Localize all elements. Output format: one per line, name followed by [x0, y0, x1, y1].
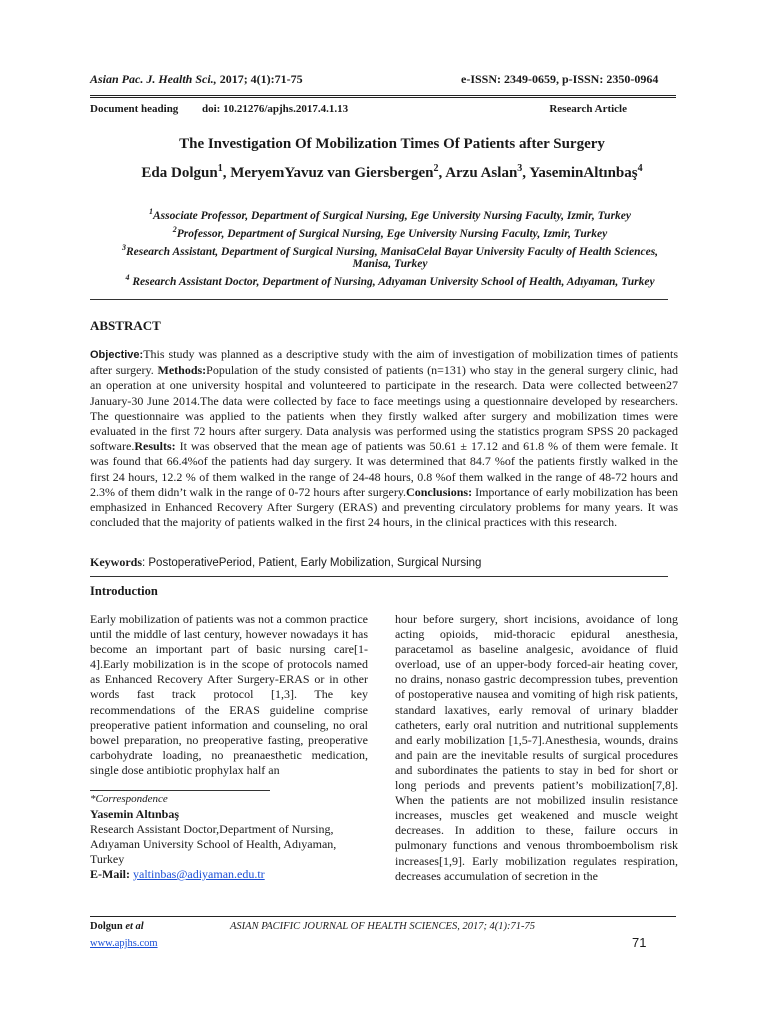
correspondence-footnote: *Correspondence Yasemin Altınbaş Research Assistant Doctor,Department of Nursing, Adıyaman University School of Health, Adıyaman, Turkey E-Mail: yaltinbas@adiyaman.edu.tr [90, 792, 370, 882]
affiliations [105, 205, 675, 289]
author: Eda Dolgun [141, 165, 218, 181]
author: MeryemYavuz van Giersbergen [230, 165, 434, 181]
header-rule-2 [90, 97, 676, 98]
issn: e-ISSN: 2349-0659, p-ISSN: 2350-0964 [461, 72, 659, 86]
correspondence-label: *Correspondence [90, 793, 168, 805]
keywords: Keywords: PostoperativePeriod, Patient, Early Mobilization, Surgical Nursing [90, 555, 482, 569]
affiliation: $^3$Research Assistant, Department of Surgical Nursing, ManisaCelal Bayar University Faculty of Health Sciences, Manisa, Turkey [121, 242, 659, 271]
page-number: 71 [632, 935, 647, 950]
author: Arzu Aslan [445, 165, 518, 181]
body-column-left: Early mobilization of patients was not a common practice until the middle of last century, however nowadays it has become an important part of basic nursing care[1-4].Early mobilization is in the scope of protocols named as Enhanced Recovery After Surgery-ERAS or in other words fast track protocol [1,3]. The key recommendations of the ERAS guideline comprise preoperative patient information and counseling, no oral bowel preparation, no preoperative fasting, preoperative carbohydrate loading, no preanaesthetic medication, single dose antibiotic prophylax half an [90, 612, 368, 777]
section-divider [90, 576, 668, 577]
paper-title: The Investigation Of Mobilization Times Of Patients after Surgery [179, 136, 605, 152]
article-type: Research Article [549, 103, 627, 115]
conclusions-label: Conclusions: [406, 484, 473, 499]
abstract-heading: ABSTRACT [90, 318, 161, 333]
affiliation: $^2$Professor, Department of Surgical Nursing, Ege University Nursing Faculty, Izmir, Turkey [172, 224, 608, 240]
document-heading: Document heading [90, 103, 179, 115]
section-divider [90, 299, 668, 300]
footer-rule [90, 916, 676, 917]
author-list: Eda Dolgun$^1$, MeryemYavuz van Giersbergen$^2$, Arzu Aslan$^3$, YaseminAltınbaş$^4$ [141, 163, 643, 181]
email-link[interactable]: yaltinbas@adiyaman.edu.tr [133, 867, 265, 881]
methods-label: Methods: [157, 363, 207, 378]
footer-author: Dolgun et al [90, 921, 144, 932]
correspondence-name: Yasemin Altınbaş [90, 807, 180, 821]
results-label: Results: [134, 439, 176, 454]
document-heading-row [90, 103, 627, 115]
affiliation: $^1$Associate Professor, Department of Surgical Nursing, Ege University Nursing Faculty, Izmir, Turkey [148, 207, 632, 222]
objective-label: Objective: [90, 349, 144, 361]
footer-journal: ASIAN PACIFIC JOURNAL OF HEALTH SCIENCES, 2017; 4(1):71-75 [230, 921, 536, 932]
author: YaseminAltınbaş [529, 165, 638, 181]
affiliation: $^4$ Research Assistant Doctor, Department of Nursing, Adıyaman University School of Health, Adıyaman, Turkey [125, 273, 655, 289]
footer-url-link[interactable]: www.apjhs.com [90, 938, 158, 949]
abstract-body: Objective:This study was planned as a descriptive study with the aim of investigation of mobilization times of patients after surgery. Methods:Population of the study consisted of patients (n=131) who stay in the general surgery clinic, had an operation at one university hospital and volunteered to participate in the research. Data were collected between27 January-30 June 2014.The data were collected by face to face meetings using a questionnaire developed by researchers. The questionnaire was applied to the patients when they firstly walked after surgery and mobilization times were evaluated in the first 72 hours after surgery. Data analysis was performed using the statistics program SPSS 20 packaged software.Results: It was observed that the mean age of patients was 50.61 ± 17.12 and 61.8 % of them were female. It was found that 66.4%of the patients had day surgery. It was determined that 84.7 %of the patients firstly walked in the first 24 hours, 12.2 % of them walked in the range of 24-48 hours, 0.8 %of them walked in the range of 48-72 hours and 2.3% of them didn’t walk in the range of 0-72 hours after surgery.Conclusions: Importance of early mobilization has been emphasized in Enhanced Recovery After Surgery (ERAS) and preventing circulatory problems for many years. It was concluded that the majority of patients walked in the first 24 hours, in the clinical practices with this research. [90, 347, 679, 530]
footnote-rule [90, 790, 270, 791]
header-rule [90, 95, 676, 96]
journal-citation: Asian Pac. J. Health Sci., 2017; 4(1):71-75 [90, 72, 303, 86]
introduction-heading: Introduction [90, 584, 158, 598]
body-column-right: hour before surgery, short incisions, avoidance of long acting opioids, mid-thoracic epidural anesthesia, paracetamol as baseline analgesic, avoidance of fluid overload, use of an upper-body forced-air heating cover, no drains, nonaso gastric decompression tubes, prevention of postoperative nausea and vomiting of high risk patients, standard laxatives, early removal of urinary bladder catheters, early oral nutrition and nutritional supplements and early mobilization [1,5-7].Anesthesia, wounds, drains and pain are the inevitable results of surgical procedures and subordinates the patients to stay in bed for short or long periods and prevents patient’s mobilization[7,8]. When the patients are not mobilized insulin resistance increases, muscles get weakened and muscle weight decreases. In addition to these, failure occurs in pulmonary functions and venous thromboembolism risk increases[1,9]. Early mobilization regulates respiration, decreases accumulation of secretion in the [395, 612, 678, 883]
doi: doi: 10.21276/apjhs.2017.4.1.13 [202, 103, 349, 115]
